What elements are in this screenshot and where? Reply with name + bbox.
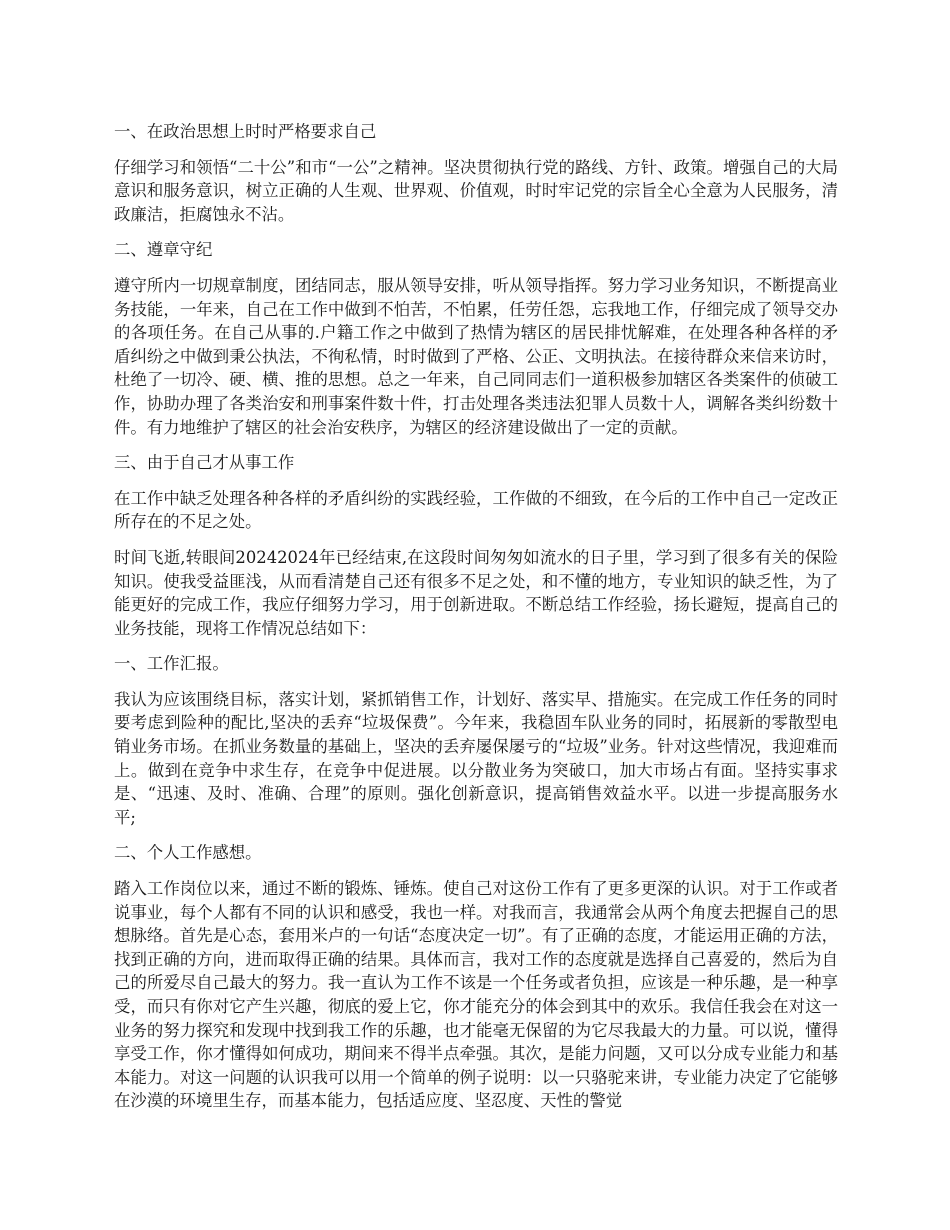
section-heading-discipline: 二、遵章守纪 xyxy=(114,240,213,260)
paragraph-year-summary: 时间飞逝,转眼间20242024年已经结束,在这段时间匆匆如流水的日子里，学习到了很多有关的保险知识。使我受益匪浅，从而看清楚自己还有很多不足之处，和不懂的地方，专业知识的缺乏性，为了能更好的完成工作，我应仔细努力学习，用于创新进取。不断总结工作经验，扬长避短，提高自己的业务技能，现将工作情况总结如下： xyxy=(114,547,838,638)
paragraph-work-report: 我认为应该围绕目标，落实计划，紧抓销售工作，计划好、落实早、措施实。在完成工作任务的同时要考虑到险种的配比,坚决的丢弃“垃圾保费”。今年来，我稳固车队业务的同时，拓展新的零散型电销业务市场。在抓业务数量的基础上，坚决的丢弃屡保屡亏的“垃圾”业务。针对这些情况，我迎难而上。做到在竞争中求生存，在竞争中促进展。以分散业务为突破口，加大市场占有面。坚持实事求是、“迅速、及时、准确、合理”的原则。强化创新意识，提高销售效益水平。以进一步提高服务水平; xyxy=(114,689,838,827)
section-heading-shortcomings: 三、由于自己才从事工作 xyxy=(114,453,295,473)
section-heading-political-thought: 一、在政治思想上时时严格要求自己 xyxy=(114,122,377,141)
document-page xyxy=(114,120,838,1125)
paragraph-personal-reflections: 踏入工作岗位以来，通过不断的锻炼、锤炼。使自己对这份工作有了更多更深的认识。对于工作或者说事业，每个人都有不同的认识和感受，我也一样。对我而言，我通常会从两个角度去把握自己的思想脉络。首先是心态，套用米卢的一句话“态度决定一切”。有了正确的态度，才能运用正确的方法，找到正确的方向，进而取得正确的结果。具体而言，我对工作的态度就是选择自己喜爱的，然后为自己的所爱尽自己最大的努力。我一直认为工作不该是一个任务或者负担，应该是一种乐趣，是一种享受，而只有你对它产生兴趣，彻底的爱上它，你才能充分的体会到其中的欢乐。我信任我会在对这一业务的努力探究和发现中找到我工作的乐趣，也才能毫无保留的为它尽我最大的力量。可以说，懂得享受工作，你才懂得如何成功，期间来不得半点牵强。其次，是能力问题，又可以分成专业能力和基本能力。对这一问题的认识我可以用一个简单的例子说明：以一只骆驼来讲，专业能力决定了它能够在沙漠的环境里生存，而基本能力，包括适应度、坚忍度、天性的警觉 xyxy=(114,879,838,1111)
paragraph-discipline: 遵守所内一切规章制度，团结同志，服从领导安排，听从领导指挥。努力学习业务知识，不断提高业务技能，一年来，自己在工作中做到不怕苦，不怕累，任劳任怨，忘我地工作，仔细完成了领导交办的各项任务。在自己从事的.户籍工作之中做到了热情为辖区的居民排忧解难，在处理各种各样的矛盾纠纷之中做到秉公执法，不徇私情，时时做到了严格、公正、文明执法。在接待群众来信来访时，杜绝了一切冷、硬、横、推的思想。总之一年来，自己同同志们一道积极参加辖区各类案件的侦破工作，协助办理了各类治安和刑事案件数十件，打击处理各类违法犯罪人员数十人，调解各类纠纷数十件。有力地维护了辖区的社会治安秩序，为辖区的经济建设做出了一定的贡献。 xyxy=(114,275,838,437)
paragraph-political-thought: 仔细学习和领悟“二十公”和市“一公”之精神。坚决贯彻执行党的路线、方针、政策。增强自己的大局意识和服务意识，树立正确的人生观、世界观、价值观，时时牢记党的宗旨全心全意为人民服务，清政廉洁，拒腐蚀永不沾。 xyxy=(114,157,838,224)
section-heading-work-report: 一、工作汇报。 xyxy=(114,654,229,674)
section-heading-personal-reflections: 二、个人工作感想。 xyxy=(114,843,262,863)
paragraph-shortcomings: 在工作中缺乏处理各种各样的矛盾纠纷的实践经验，工作做的不细致，在今后的工作中自己一定改正所存在的不足之处。 xyxy=(114,488,838,532)
